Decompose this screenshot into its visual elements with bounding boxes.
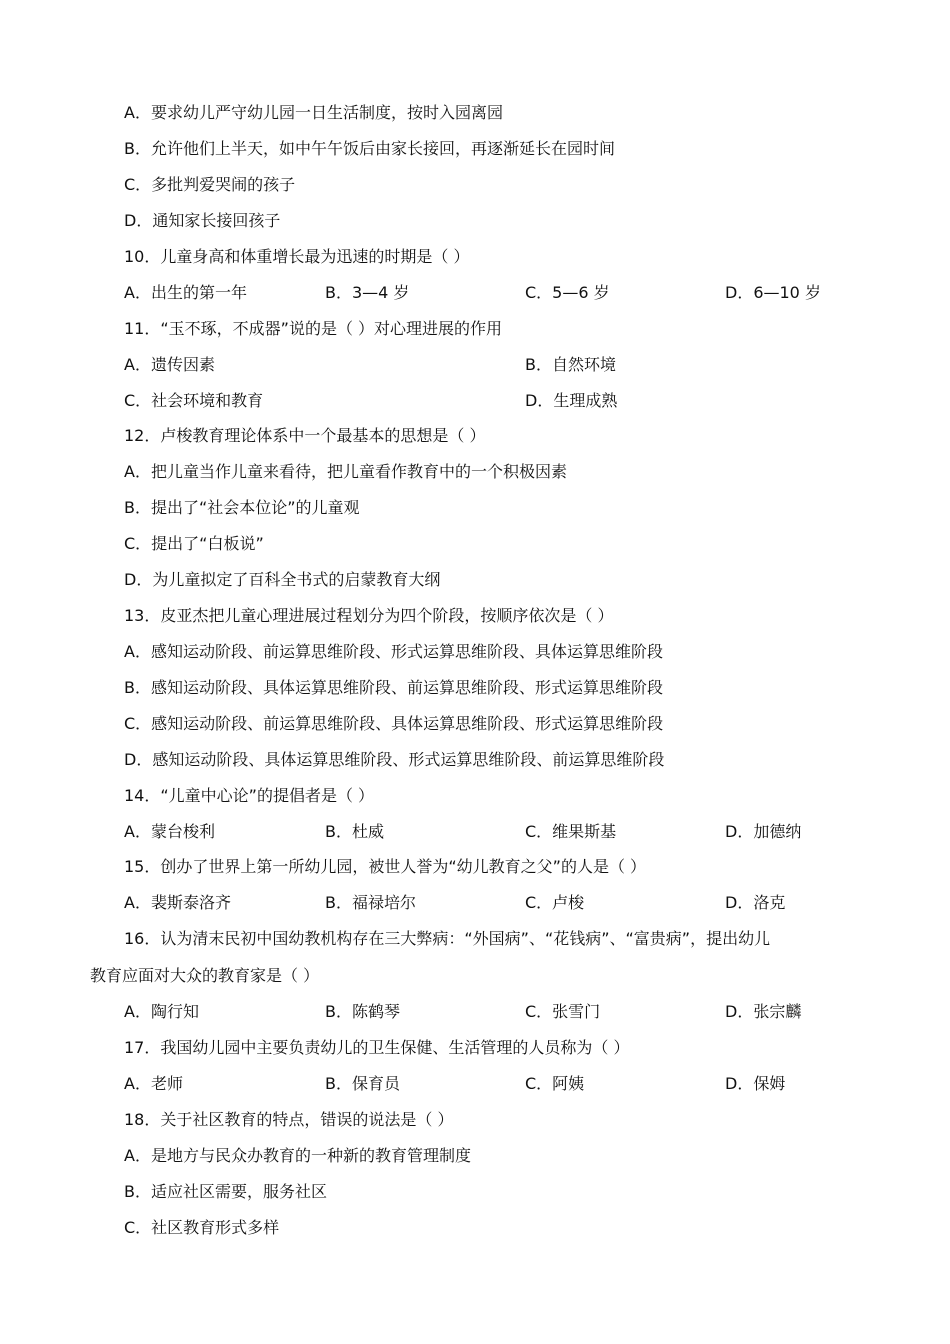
q13-option-a: A．感知运动阶段、前运算思维阶段、形式运算思维阶段、具体运算思维阶段 bbox=[124, 642, 663, 661]
q12-option-b: B．提出了“社会本位论”的儿童观 bbox=[124, 498, 360, 517]
q17-option-c: C．阿姨 bbox=[525, 1074, 585, 1093]
q17-option-d: D．保姆 bbox=[725, 1074, 786, 1093]
q14-option-c: C．维果斯基 bbox=[525, 822, 617, 841]
q18-option-a: A．是地方与民众办教育的一种新的教育管理制度 bbox=[124, 1146, 471, 1165]
q17-stem: 17．我国幼儿园中主要负责幼儿的卫生保健、生活管理的人员称为（ ） bbox=[124, 1038, 630, 1057]
q10-option-d: D．6—10 岁 bbox=[725, 283, 821, 302]
q18-option-b: B．适应社区需要，服务社区 bbox=[124, 1182, 327, 1201]
q16-option-c: C．张雪门 bbox=[525, 1002, 601, 1021]
q10-option-c: C．5—6 岁 bbox=[525, 283, 610, 302]
q10-option-b: B．3—4 岁 bbox=[325, 283, 410, 302]
q10-option-a: A．出生的第一年 bbox=[124, 283, 247, 302]
q15-stem: 15．创办了世界上第一所幼儿园，被世人誉为“幼儿教育之父”的人是（ ） bbox=[124, 857, 647, 876]
q14-stem: 14．“儿童中心论”的提倡者是（ ） bbox=[124, 786, 375, 805]
q16-option-a: A．陶行知 bbox=[124, 1002, 199, 1021]
q11-stem: 11．“玉不琢，不成器”说的是（ ）对心理进展的作用 bbox=[124, 319, 503, 338]
q11-option-c: C．社会环境和教育 bbox=[124, 391, 264, 410]
q9-option-a: A．要求幼儿严守幼儿园一日生活制度，按时入园离园 bbox=[124, 103, 503, 122]
q13-option-d: D．感知运动阶段、具体运算思维阶段、形式运算思维阶段、前运算思维阶段 bbox=[124, 750, 665, 769]
q11-option-a: A．遗传因素 bbox=[124, 355, 215, 374]
q17-option-a: A．老师 bbox=[124, 1074, 183, 1093]
q16-option-b: B．陈鹤琴 bbox=[325, 1002, 400, 1021]
q18-stem: 18．关于社区教育的特点，错误的说法是（ ） bbox=[124, 1110, 454, 1129]
q12-stem: 12．卢梭教育理论体系中一个最基本的思想是（ ） bbox=[124, 426, 486, 445]
q10-stem: 10．儿童身高和体重增长最为迅速的时期是（ ） bbox=[124, 247, 470, 266]
q18-option-c: C．社区教育形式多样 bbox=[124, 1218, 280, 1237]
q12-option-a: A．把儿童当作儿童来看待，把儿童看作教育中的一个积极因素 bbox=[124, 462, 567, 481]
q12-option-c: C．提出了“白板说” bbox=[124, 534, 264, 553]
q13-option-b: B．感知运动阶段、具体运算思维阶段、前运算思维阶段、形式运算思维阶段 bbox=[124, 678, 663, 697]
q11-option-d: D．生理成熟 bbox=[525, 391, 618, 410]
q14-option-b: B．杜威 bbox=[325, 822, 384, 841]
q15-option-a: A．裴斯泰洛齐 bbox=[124, 893, 231, 912]
q17-option-b: B．保育员 bbox=[325, 1074, 400, 1093]
q14-option-a: A．蒙台梭利 bbox=[124, 822, 215, 841]
q9-option-d: D．通知家长接回孩子 bbox=[124, 211, 281, 230]
q15-option-c: C．卢梭 bbox=[525, 893, 585, 912]
q16-option-d: D．张宗麟 bbox=[725, 1002, 802, 1021]
q13-stem: 13．皮亚杰把儿童心理进展过程划分为四个阶段，按顺序依次是（ ） bbox=[124, 606, 614, 625]
q9-option-c: C．多批判爱哭闹的孩子 bbox=[124, 175, 296, 194]
q15-option-d: D．洛克 bbox=[725, 893, 786, 912]
q14-option-d: D．加德纳 bbox=[725, 822, 802, 841]
q9-option-b: B．允许他们上半天，如中午午饭后由家长接回，再逐渐延长在园时间 bbox=[124, 139, 615, 158]
q11-option-b: B．自然环境 bbox=[525, 355, 616, 374]
q12-option-d: D．为儿童拟定了百科全书式的启蒙教育大纲 bbox=[124, 570, 441, 589]
q16-stem-line2: 教育应面对大众的教育家是（ ） bbox=[90, 966, 320, 985]
q13-option-c: C．感知运动阶段、前运算思维阶段、具体运算思维阶段、形式运算思维阶段 bbox=[124, 714, 664, 733]
q16-stem-line1: 16．认为清末民初中国幼教机构存在三大弊病：“外国病”、“花钱病”、“富贵病”，提出幼儿 bbox=[124, 929, 771, 948]
q15-option-b: B．福禄培尔 bbox=[325, 893, 416, 912]
